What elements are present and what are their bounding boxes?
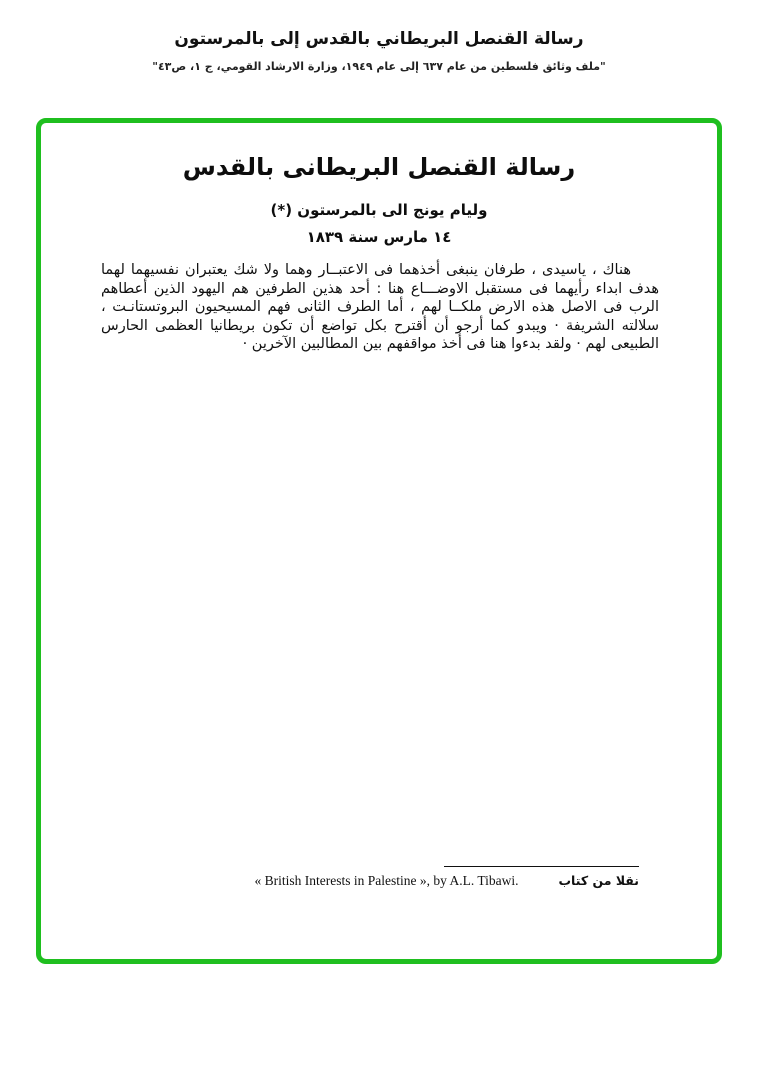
footnote-arabic-label: نقلا من كتاب bbox=[558, 873, 639, 888]
footnote-divider bbox=[444, 866, 639, 867]
page-header bbox=[0, 28, 758, 73]
footnote bbox=[101, 873, 639, 889]
document-page bbox=[41, 123, 717, 959]
page-title: رسالة القنصل البريطاني بالقدس إلى بالمرستون bbox=[174, 29, 584, 49]
document-frame bbox=[36, 118, 722, 964]
document-body-paragraph: هناك ، ياسيدى ، طرفان ينبغى أخذهما فى الاعتبــار وهما ولا شك يعتبران نفسيهما لهما هدف ابداء رأيهما فى مستقبل الاوضـــاع هنا : أحد هذين الطرفين هم اليهود الذين أعطاهم الرب فى الاصل هذه الارض ملكــا لهم ، أما الطرف الثانى فهم المسيحيون البروتستانـت ، سلالته الشريفة · ويبدو كما أرجو أن أقترح بكل تواضع أن تكون بريطانيا العظمى الحارس الطبيعى لهم · ولقد بدءوا هنا فى أخذ مواقفهم بين المطالبين الآخرين · bbox=[101, 262, 659, 352]
document-date: ١٤ مارس سنة ١٨٣٩ bbox=[306, 228, 452, 246]
document-title: رسالة القنصل البريطانى بالقدس bbox=[182, 153, 576, 181]
page-subtitle: "ملف وثائق فلسطين من عام ٦٣٧ إلى عام ١٩٤٩، وزارة الارشاد القومي، ج ١، ص٤٣" bbox=[152, 59, 606, 73]
document-subtitle: وليام يونج الى بالمرستون (*) bbox=[270, 201, 488, 219]
footnote-english-citation: « British Interests in Palestine », by A.L. Tibawi. bbox=[254, 873, 519, 888]
